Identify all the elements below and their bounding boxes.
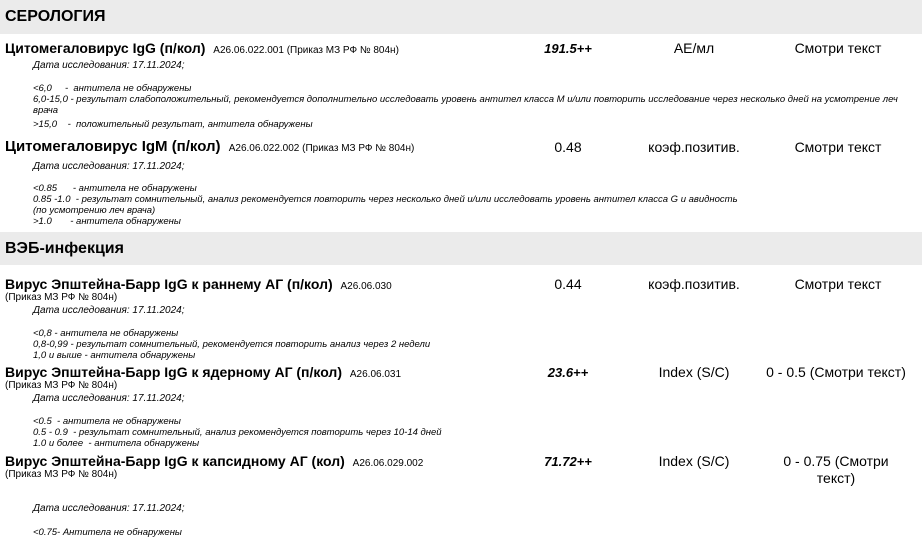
test-date: Дата исследования: 17.11.2024; [33, 503, 185, 514]
test-reference: Смотри текст [794, 139, 882, 155]
test-date: Дата исследования: 17.11.2024; [33, 60, 185, 71]
test-code: A26.06.030 [340, 281, 392, 292]
section-title: СЕРОЛОГИЯ [5, 8, 106, 25]
reference-note: 6,0-15,0 - результат слабоположительный, рекомендуется дополнительно исследовать уровень антител класса М и/или повторить исследование через несколько дней на усмотрение леч врача [33, 94, 898, 116]
test-result: 23.6++ [547, 365, 589, 380]
test-code: A26.06.022.002 (Приказ МЗ РФ № 804н) [228, 143, 415, 154]
test-unit: Index (S/C) [658, 453, 730, 469]
test-reference: 0 - 0.5 (Смотри текст) [766, 364, 906, 380]
test-date: Дата исследования: 17.11.2024; [33, 161, 185, 172]
reference-note: 0.85 -1.0 - результат сомнительный, анализ рекомендуется повторить через несколько дней и/или исследовать уровень антител класса G и авидность [33, 194, 738, 205]
test-unit: Index (S/C) [658, 364, 730, 380]
test-reference: текст) [816, 470, 856, 486]
reference-note: 1.0 и более - антитела обнаружены [33, 438, 200, 449]
test-unit: АЕ/мл [673, 40, 715, 56]
test-unit: коэф.позитив. [648, 276, 740, 292]
test-name-text: Цитомегаловирус IgG (п/кол) [5, 40, 206, 56]
test-result: 0.44 [554, 276, 582, 292]
test-name [5, 138, 414, 155]
test-code-order: (Приказ МЗ РФ № 804н) [5, 469, 118, 480]
reference-note: 0.5 - 0.9 - результат сомнительный, анализ рекомендуется повторить через 10-14 дней [33, 427, 442, 438]
test-name [5, 453, 423, 469]
test-result: 191.5++ [544, 41, 592, 56]
reference-note: <0,8 - антитела не обнаружены [33, 328, 179, 339]
test-reference: 0 - 0.75 (Смотри [783, 453, 889, 469]
section-header-ebv [0, 232, 922, 265]
test-code-order: (Приказ МЗ РФ № 804н) [5, 292, 118, 303]
test-date: Дата исследования: 17.11.2024; [33, 305, 185, 316]
reference-note: 0,8-0,99 - результат сомнительный, рекомендуется повторить анализ через 2 недели [33, 339, 431, 350]
test-code: A26.06.022.001 (Приказ МЗ РФ № 804н) [213, 45, 399, 56]
reference-note: <0.5 - антитела не обнаружены [33, 416, 181, 427]
reference-note: (по усмотрению леч врача) [33, 205, 156, 216]
test-reference: Смотри текст [794, 40, 882, 56]
test-result: 71.72++ [544, 454, 592, 469]
reference-note: >1.0 - антитела обнаружены [33, 216, 181, 227]
test-name-text: Вирус Эпштейна-Барр IgG к ядерному АГ (п/кол) [5, 364, 342, 380]
reference-note: <0.85 - антитела не обнаружены [33, 183, 197, 194]
reference-note: <6,0 - антитела не обнаружены [33, 83, 192, 94]
test-code: A26.06.029.002 [352, 458, 424, 469]
reference-note: >15,0 - положительный результат, антитела обнаружены [33, 119, 313, 130]
test-unit: коэф.позитив. [648, 139, 740, 155]
section-title: ВЭБ-инфекция [5, 240, 124, 257]
test-reference: Смотри текст [794, 276, 882, 292]
test-name [5, 276, 392, 292]
test-name-text: Вирус Эпштейна-Барр IgG к раннему АГ (п/кол) [5, 276, 333, 292]
reference-note: <0.75- Антитела не обнаружены [33, 527, 182, 538]
test-result: 0.48 [554, 139, 582, 155]
test-name-text: Цитомегаловирус IgM (п/кол) [5, 138, 221, 155]
test-code-order: (Приказ МЗ РФ № 804н) [5, 380, 118, 391]
test-name [5, 364, 401, 380]
test-code: A26.06.031 [349, 369, 402, 380]
reference-note: 1,0 и выше - антитела обнаружены [33, 350, 196, 361]
section-header-serology [0, 0, 922, 34]
test-name-text: Вирус Эпштейна-Барр IgG к капсидному АГ (кол) [5, 453, 345, 469]
test-date: Дата исследования: 17.11.2024; [33, 393, 185, 404]
test-name [5, 40, 399, 56]
